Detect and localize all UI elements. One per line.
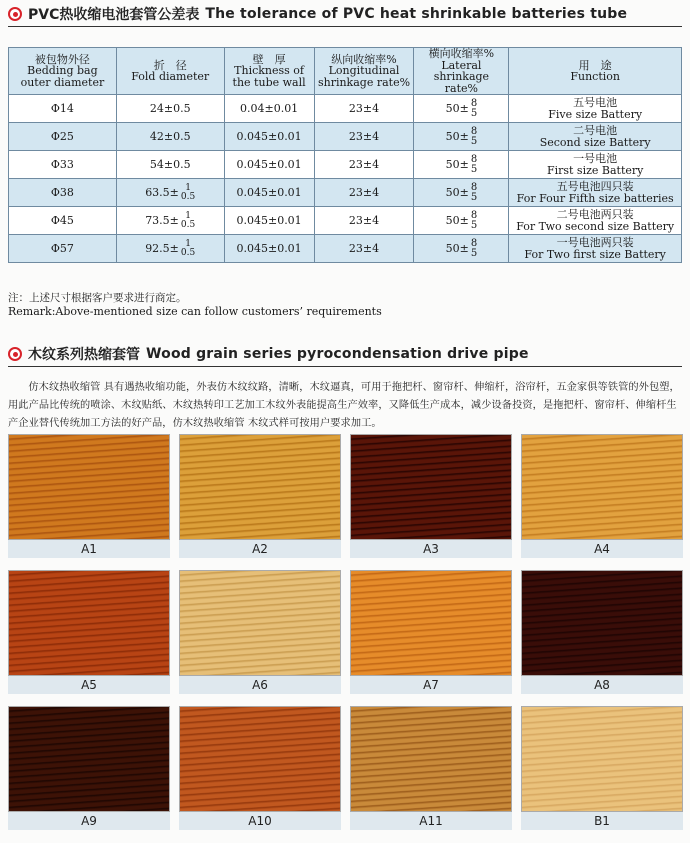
function-cell xyxy=(509,95,682,123)
swatch-code: A5 xyxy=(8,676,170,694)
section2-title-en: Wood grain series pyrocondensation drive pipe xyxy=(146,346,529,362)
section2-heading xyxy=(8,344,529,364)
lateral-tol-lower: 5 xyxy=(470,247,478,259)
swatch-code: A4 xyxy=(521,540,683,558)
outer-diameter: Φ45 xyxy=(50,213,74,227)
swatch-code: A8 xyxy=(521,676,683,694)
fold-diameter-cell xyxy=(116,207,224,235)
lateral-rate-base: 50± xyxy=(445,241,469,255)
wall-thickness-cell xyxy=(224,123,314,151)
longitudinal-rate: 23±4 xyxy=(348,185,380,199)
section1-title-en: The tolerance of PVC heat shrinkable batteries tube xyxy=(205,6,628,22)
table-row xyxy=(9,179,682,207)
lateral-cell xyxy=(414,235,509,263)
function-cn: 五号电池 xyxy=(573,96,618,110)
wood-grain-swatch xyxy=(179,434,341,540)
function-cn: 一号电池两只装 xyxy=(556,236,634,250)
swatch-card xyxy=(521,570,683,696)
header-en: Lateral xyxy=(441,58,482,72)
function-en: For Two second size Battery xyxy=(516,219,675,233)
wall-thickness-cell xyxy=(224,179,314,207)
wall-thickness: 0.045±0.01 xyxy=(236,129,302,143)
wood-grain-swatch xyxy=(350,570,512,676)
table-row xyxy=(9,123,682,151)
function-cn: 二号电池两只装 xyxy=(556,208,634,222)
header-cn: 横向收缩率% xyxy=(428,47,495,60)
swatch-card xyxy=(521,434,683,560)
function-cn: 一号电池 xyxy=(573,152,618,166)
swatch-code: A1 xyxy=(8,540,170,558)
outer-diameter: Φ14 xyxy=(50,101,74,115)
wood-grain-swatch xyxy=(8,434,170,540)
wall-thickness: 0.045±0.01 xyxy=(236,213,302,227)
wood-grain-swatch xyxy=(8,706,170,812)
header-en: the tube wall xyxy=(232,75,306,89)
swatch-code: A7 xyxy=(350,676,512,694)
longitudinal-cell xyxy=(314,151,414,179)
wall-thickness: 0.04±0.01 xyxy=(239,101,299,115)
swatch-code: A2 xyxy=(179,540,341,558)
longitudinal-rate: 23±4 xyxy=(348,101,380,115)
red-bullet-icon xyxy=(8,347,22,361)
wall-thickness: 0.045±0.01 xyxy=(236,185,302,199)
header-cn: 壁 厚 xyxy=(252,52,286,66)
header-en: shrinkage rate% xyxy=(433,70,490,95)
longitudinal-rate: 23±4 xyxy=(348,129,380,143)
function-cell xyxy=(509,151,682,179)
fold-tol-upper: 1 xyxy=(185,210,191,221)
lateral-tol-lower: 5 xyxy=(470,219,478,231)
red-bullet-icon xyxy=(8,7,22,21)
lateral-tol-upper: 8 xyxy=(470,125,478,137)
fold-diameter: 24±0.5 xyxy=(149,101,191,115)
outer-diameter-cell xyxy=(9,123,117,151)
fold-diameter-cell xyxy=(116,123,224,151)
header-cn: 纵向收缩率% xyxy=(331,52,397,66)
header-cn: 被包物外径 xyxy=(34,52,90,66)
function-en: First size Battery xyxy=(546,163,644,177)
lateral-tol-upper: 8 xyxy=(470,97,478,109)
wall-thickness-cell xyxy=(224,235,314,263)
longitudinal-cell xyxy=(314,207,414,235)
table-row xyxy=(9,207,682,235)
wood-grain-swatch xyxy=(179,706,341,812)
lateral-tol-upper: 8 xyxy=(470,237,478,249)
wood-grain-description: 仿木纹热收缩管 具有遇热收缩功能，外表仿木纹纹路，清晰，木纹逼真，可用于拖把杆、窗帘杆、伸缩杆，浴帘杆，五金家俱等铁管的外包塑，用此产品比传统的喷涂、木纹贴纸、木纹热转印工艺加工木纹外表能提高生产效率，又降低生产成本，减少设备投资，是拖把杆、窗帘杆、伸缩杆生产企业替代传统加工方法的好产品，仿木纹热收缩管 木纹式样可按用户要求加工。 xyxy=(8,382,680,429)
outer-diameter-cell xyxy=(9,179,117,207)
outer-diameter-cell xyxy=(9,235,117,263)
function-cell xyxy=(509,123,682,151)
swatch-code: A9 xyxy=(8,812,170,830)
header-cn: 用 途 xyxy=(578,58,612,72)
section2-title-cn: 木纹系列热缩套管 xyxy=(28,347,140,363)
header-en: shrinkage rate% xyxy=(317,75,411,89)
wood-grain-swatch xyxy=(521,706,683,812)
lateral-tol-lower: 5 xyxy=(470,135,478,147)
fold-diameter: 54±0.5 xyxy=(149,157,191,171)
lateral-rate-base: 50± xyxy=(445,129,469,143)
section1-rule xyxy=(8,26,682,27)
fold-tol-lower: 0.5 xyxy=(180,219,196,230)
wood-grain-swatch xyxy=(179,570,341,676)
fold-diameter-base: 63.5± xyxy=(145,185,179,199)
swatch-card xyxy=(350,434,512,560)
fold-diameter-cell xyxy=(116,95,224,123)
wood-grain-swatch xyxy=(521,570,683,676)
header-en: Longitudinal xyxy=(328,64,400,78)
wood-grain-swatch xyxy=(521,434,683,540)
fold-tol-lower: 0.5 xyxy=(180,191,196,202)
fold-diameter-cell xyxy=(116,179,224,207)
wall-thickness-cell xyxy=(224,151,314,179)
swatch-code: A6 xyxy=(179,676,341,694)
tolerance-table xyxy=(8,47,682,263)
swatch-code: A3 xyxy=(350,540,512,558)
wood-grain-swatch xyxy=(350,706,512,812)
function-cn: 二号电池 xyxy=(573,124,618,138)
lateral-cell xyxy=(414,179,509,207)
longitudinal-cell xyxy=(314,95,414,123)
fold-diameter-cell xyxy=(116,151,224,179)
header-en: Fold diameter xyxy=(131,70,210,84)
fold-diameter-base: 92.5± xyxy=(145,241,179,255)
table-row xyxy=(9,95,682,123)
header-en: outer diameter xyxy=(20,75,105,89)
lateral-rate-base: 50± xyxy=(445,157,469,171)
header-cn: 折 径 xyxy=(153,58,187,72)
lateral-rate-base: 50± xyxy=(445,185,469,199)
header-cell xyxy=(414,48,509,95)
lateral-tol-upper: 8 xyxy=(470,181,478,193)
swatch-card xyxy=(350,706,512,832)
lateral-tol-lower: 5 xyxy=(470,191,478,203)
lateral-cell xyxy=(414,95,509,123)
header-cell xyxy=(9,48,117,95)
swatch-code: A10 xyxy=(179,812,341,830)
longitudinal-cell xyxy=(314,123,414,151)
swatch-card xyxy=(179,434,341,560)
lateral-cell xyxy=(414,123,509,151)
longitudinal-cell xyxy=(314,179,414,207)
lateral-tol-upper: 8 xyxy=(470,153,478,165)
swatch-code: A11 xyxy=(350,812,512,830)
section1-heading xyxy=(8,4,627,24)
table-header-row xyxy=(9,48,682,95)
function-cell xyxy=(509,235,682,263)
fold-tol-upper: 1 xyxy=(185,182,191,193)
table-row xyxy=(9,235,682,263)
outer-diameter: Φ38 xyxy=(50,185,74,199)
longitudinal-rate: 23±4 xyxy=(348,157,380,171)
swatch-card xyxy=(8,570,170,696)
remark-en: Remark:Above-mentioned size can follow customers’ requirements xyxy=(8,305,382,318)
lateral-rate-base: 50± xyxy=(445,101,469,115)
outer-diameter-cell xyxy=(9,151,117,179)
header-en: Function xyxy=(570,70,620,84)
swatch-card xyxy=(8,706,170,832)
outer-diameter-cell xyxy=(9,207,117,235)
remark-cn: 注：上述尺寸根据客户要求进行商定。 xyxy=(8,292,187,304)
wood-grain-swatch-grid xyxy=(8,434,686,832)
lateral-cell xyxy=(414,207,509,235)
lateral-rate-base: 50± xyxy=(445,213,469,227)
fold-tol-upper: 1 xyxy=(185,238,191,249)
outer-diameter-cell xyxy=(9,95,117,123)
function-cn: 五号电池四只装 xyxy=(556,180,634,194)
outer-diameter: Φ25 xyxy=(50,129,74,143)
header-cell xyxy=(224,48,314,95)
wood-grain-swatch xyxy=(350,434,512,540)
swatch-card xyxy=(350,570,512,696)
header-en: Bedding bag xyxy=(27,64,98,78)
wall-thickness: 0.045±0.01 xyxy=(236,241,302,255)
fold-diameter-base: 73.5± xyxy=(145,213,179,227)
header-cell xyxy=(116,48,224,95)
lateral-tol-lower: 5 xyxy=(470,163,478,175)
header-cell xyxy=(509,48,682,95)
lateral-cell xyxy=(414,151,509,179)
swatch-card xyxy=(179,706,341,832)
lateral-tol-upper: 8 xyxy=(470,209,478,221)
longitudinal-rate: 23±4 xyxy=(348,213,380,227)
function-en: Second size Battery xyxy=(539,135,651,149)
table-row xyxy=(9,151,682,179)
longitudinal-rate: 23±4 xyxy=(348,241,380,255)
wood-grain-swatch xyxy=(8,570,170,676)
outer-diameter: Φ57 xyxy=(50,241,74,255)
fold-tol-lower: 0.5 xyxy=(180,247,196,258)
function-en: Five size Battery xyxy=(548,107,643,121)
section2-rule xyxy=(8,366,682,367)
function-cell xyxy=(509,207,682,235)
fold-diameter-cell xyxy=(116,235,224,263)
wall-thickness: 0.045±0.01 xyxy=(236,157,302,171)
longitudinal-cell xyxy=(314,235,414,263)
outer-diameter: Φ33 xyxy=(50,157,74,171)
section1-title-cn: PVC热收缩电池套管公差表 xyxy=(28,7,200,23)
header-en: Thickness of xyxy=(234,64,304,78)
function-en: For Two first size Battery xyxy=(524,247,666,261)
function-cell xyxy=(509,179,682,207)
header-cell xyxy=(314,48,414,95)
function-en: For Four Fifth size batteries xyxy=(516,191,674,205)
fold-diameter: 42±0.5 xyxy=(149,129,191,143)
swatch-card xyxy=(179,570,341,696)
wall-thickness-cell xyxy=(224,95,314,123)
lateral-tol-lower: 5 xyxy=(470,107,478,119)
swatch-card xyxy=(521,706,683,832)
swatch-card xyxy=(8,434,170,560)
swatch-code: B1 xyxy=(521,812,683,830)
wall-thickness-cell xyxy=(224,207,314,235)
